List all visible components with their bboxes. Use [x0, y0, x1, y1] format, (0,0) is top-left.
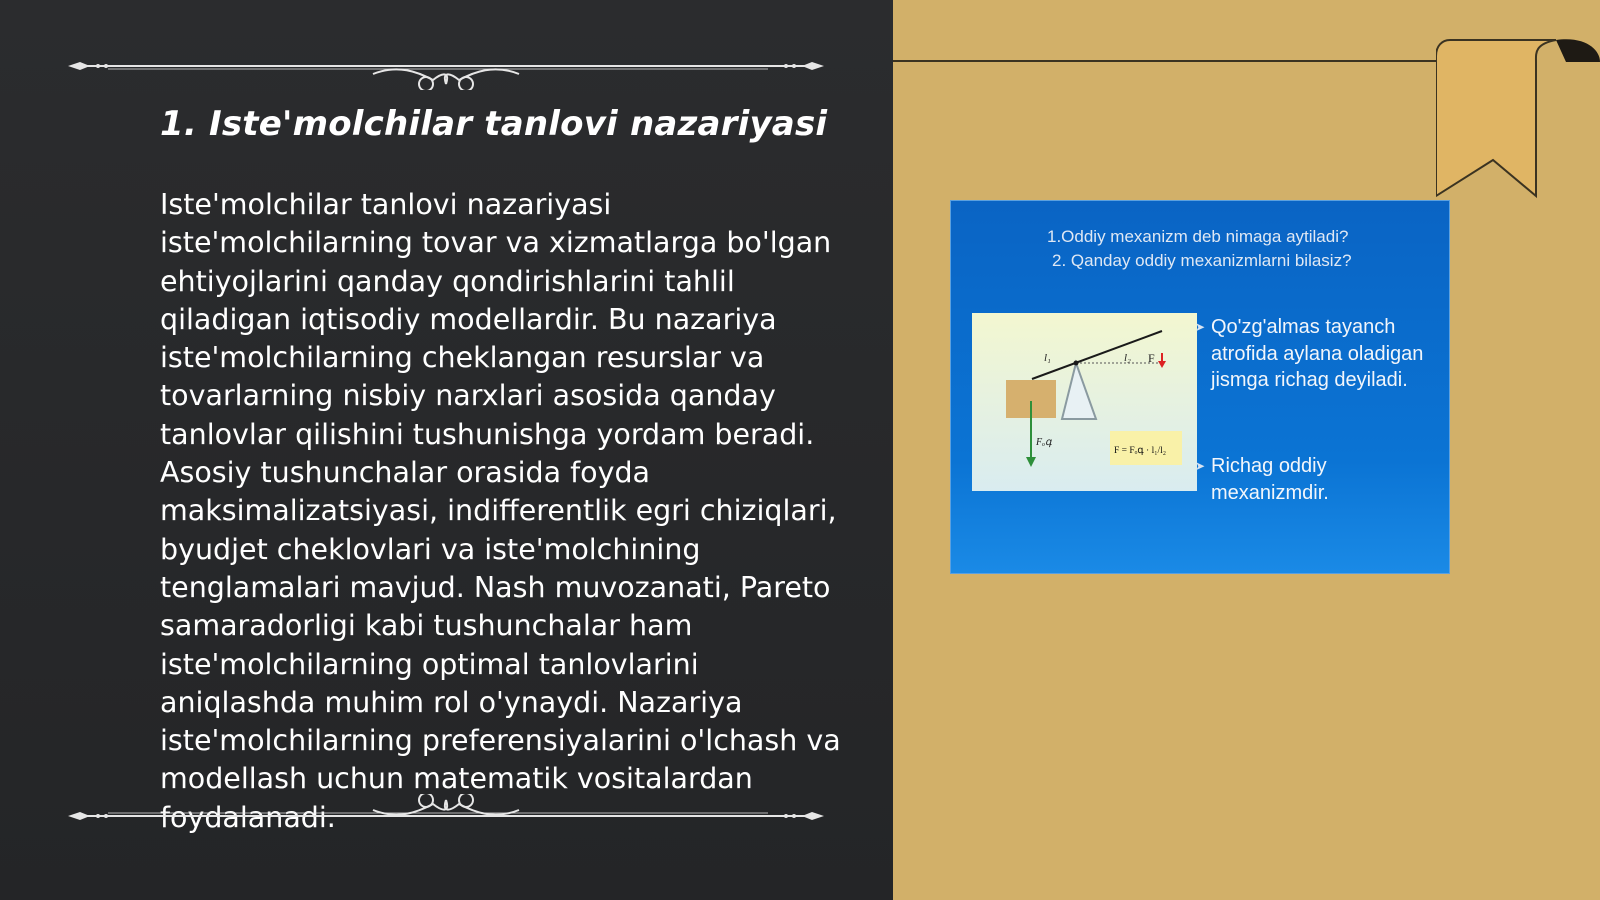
lever-diagram	[972, 313, 1197, 491]
label-F: F	[1148, 351, 1155, 365]
question-2: 2. Qanday oddiy mexanizmlarni bilasiz?	[1052, 251, 1352, 270]
slide-title: 1. Iste'molchilar tanlovi nazariyasi	[160, 104, 828, 144]
bottom-ornament	[68, 794, 824, 834]
bullet-item-2	[1195, 453, 1431, 506]
bullet-item-1	[1195, 314, 1431, 394]
label-l2: l₂	[1124, 352, 1131, 364]
bullet-arrow-icon: ➤	[1195, 320, 1206, 334]
bullet-arrow-icon: ➤	[1195, 459, 1206, 473]
bullet-text-1: Qo'zg'almas tayanch atrofida aylana oladigan jismga richag deyiladi.	[1211, 316, 1424, 391]
divider-line	[893, 60, 1453, 62]
formula-text: F = Fₒգ · l₁/l₂	[1114, 446, 1167, 456]
bullet-text-2: Richag oddiy mexanizmdir.	[1211, 455, 1329, 504]
label-Fog: Fₒգ	[1036, 437, 1052, 448]
bookmark-ribbon	[1436, 36, 1600, 201]
slide-body-text: Iste'molchilar tanlovi nazariyasi iste'molchilarning tovar va xizmatlarga bo'lgan ehtiyojlarini qanday qondirishlarini tahlil qiladigan iqtisodiy modellardir. Bu nazariya iste'molchilarning cheklangan resurslar va tovarlarning nisbiy narxlari asosida qanday tanlovlar qilishini tushunishga yordam beradi. Asosiy tushunchalar orasida foyda maksimalizatsiyasi, indifferentlik egri chiziqlari, byudjet cheklovlari va iste'molchining tenglamalari mavjud. Nash muvozanati, Pareto samaradorligi kabi tushunchalar ham iste'molchilarning optimal tanlovlarini aniqlashda muhim rol o'ynaydi. Nazariya iste'molchilarning preferensiyalarini o'lchash va modellash uchun matematik vositalardan foydalanadi.	[160, 188, 841, 834]
top-ornament	[68, 50, 824, 90]
question-1: 1.Oddiy mexanizm deb nimaga aytiladi?	[1047, 227, 1349, 246]
embedded-slide-image	[950, 200, 1450, 574]
label-l1: l₁	[1044, 352, 1051, 364]
